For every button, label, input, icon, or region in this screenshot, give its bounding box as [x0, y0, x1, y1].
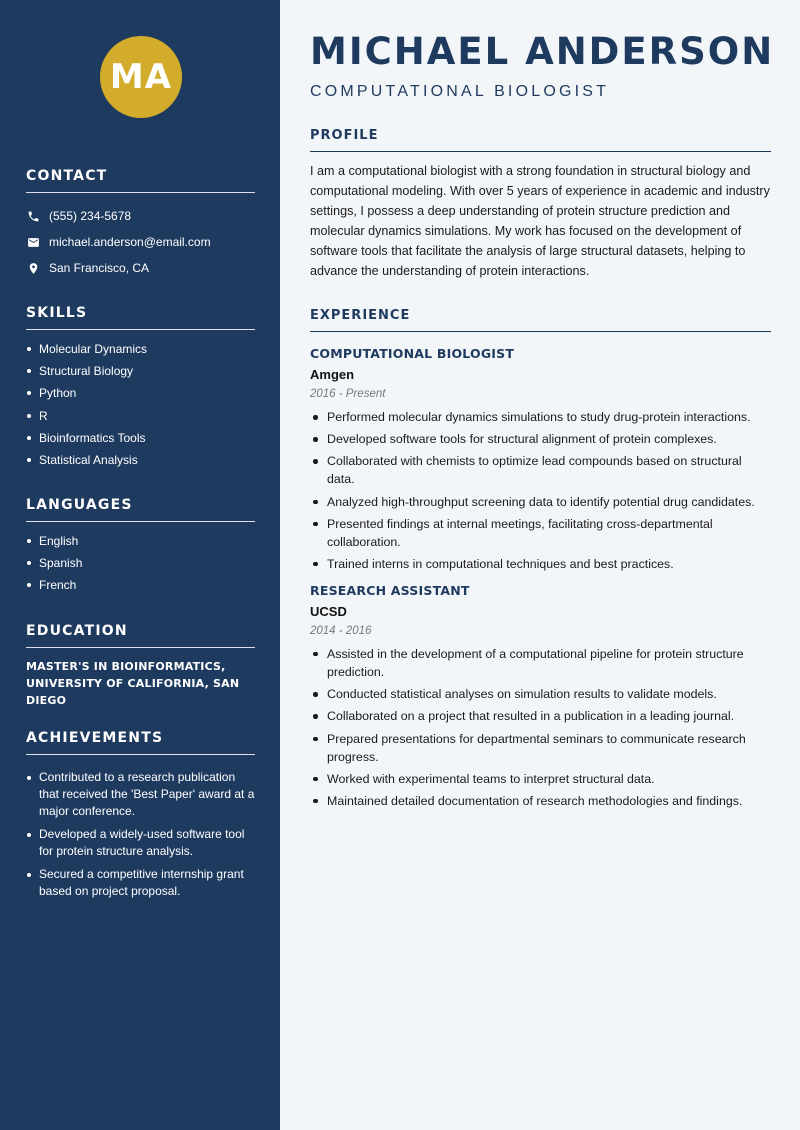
phone-text[interactable]: (555) 234-5678	[49, 209, 132, 223]
education-heading: EDUCATION	[26, 623, 255, 648]
list-item: Python	[26, 384, 255, 406]
contact-location	[26, 255, 255, 281]
job-company: Amgen	[310, 367, 355, 382]
list-item: Secured a competitive internship grant based on project proposal.	[26, 866, 255, 900]
list-item: Molecular Dynamics	[26, 340, 255, 362]
job-dates: 2016 - Present	[310, 388, 386, 400]
list-item: Developed software tools for structural alignment of protein complexes.	[310, 430, 771, 448]
languages-section	[26, 497, 255, 599]
education-school: UNIVERSITY OF CALIFORNIA, SAN DIEGO	[26, 677, 240, 707]
profile-text: I am a computational biologist with a strong foundation in structural biology and computational modeling. With over 5 years of experience in academic and industry settings, I possess a deep understanding of protein structure prediction and molecular dynamics simulations. My work has focused on the development of software tools that facilitate the analysis of large structural datasets, helping to advance the understanding of protein interactions.	[310, 164, 770, 278]
achievements-list	[26, 769, 255, 900]
job-title: RESEARCH ASSISTANT	[310, 582, 470, 598]
profile-section	[310, 128, 771, 281]
list-item: Spanish	[26, 554, 255, 576]
achievements-section	[26, 730, 255, 906]
contact-section	[26, 168, 255, 281]
list-item: Prepared presentations for departmental seminars to communicate research progress.	[310, 730, 771, 766]
job-dates: 2014 - 2016	[310, 624, 372, 637]
contact-heading: CONTACT	[26, 168, 255, 193]
list-item: Assisted in the development of a computational pipeline for protein structure prediction.	[310, 645, 771, 681]
list-item: Conducted statistical analyses on simulation results to validate models.	[310, 685, 771, 703]
experience-heading: EXPERIENCE	[310, 308, 771, 332]
list-item: Bioinformatics Tools	[26, 429, 255, 451]
job-entry	[310, 346, 771, 573]
list-item: Worked with experimental teams to interpret structural data.	[310, 770, 771, 788]
skills-list	[26, 340, 255, 473]
contact-phone	[26, 203, 255, 229]
email-text[interactable]: michael.anderson@email.com	[49, 235, 211, 249]
skills-heading: SKILLS	[26, 305, 255, 330]
candidate-title: COMPUTATIONAL BIOLOGIST	[310, 83, 610, 100]
location-pin-icon	[26, 261, 40, 275]
skills-section	[26, 305, 255, 473]
list-item: English	[26, 532, 255, 554]
list-item: Presented findings at internal meetings, facilitating cross-departmental collaboration.	[310, 515, 771, 551]
list-item: Maintained detailed documentation of research methodologies and findings.	[310, 792, 771, 810]
profile-heading: PROFILE	[310, 128, 771, 152]
list-item: Collaborated with chemists to optimize lead compounds based on structural data.	[310, 452, 771, 488]
experience-section	[310, 308, 771, 814]
list-item: French	[26, 576, 255, 598]
list-item: R	[26, 407, 255, 429]
list-item: Developed a widely-used software tool for protein structure analysis.	[26, 826, 255, 860]
avatar: MA	[100, 36, 182, 118]
list-item: Collaborated on a project that resulted in a publication in a leading journal.	[310, 707, 771, 725]
list-item: Contributed to a research publication that received the 'Best Paper' award at a major conference.	[26, 769, 255, 820]
job-bullets	[310, 408, 771, 573]
list-item: Trained interns in computational techniques and best practices.	[310, 555, 771, 573]
education-section	[26, 623, 255, 709]
candidate-name: MICHAEL ANDERSON	[310, 30, 775, 73]
list-item: Statistical Analysis	[26, 451, 255, 473]
job-title: COMPUTATIONAL BIOLOGIST	[310, 346, 515, 361]
sidebar	[0, 0, 280, 1130]
job-bullets	[310, 645, 771, 810]
languages-list	[26, 532, 255, 599]
list-item: Performed molecular dynamics simulations to study drug-protein interactions.	[310, 408, 771, 426]
location-text: San Francisco, CA	[49, 261, 150, 275]
mail-icon	[26, 235, 40, 249]
job-entry	[310, 583, 771, 810]
achievements-heading: ACHIEVEMENTS	[26, 730, 255, 755]
phone-icon	[26, 209, 40, 223]
list-item: Analyzed high-throughput screening data to identify potential drug candidates.	[310, 493, 771, 511]
contact-email	[26, 229, 255, 255]
job-company: UCSD	[310, 603, 347, 619]
education-degree: MASTER'S IN BIOINFORMATICS,	[26, 660, 226, 673]
languages-heading: LANGUAGES	[26, 497, 255, 522]
list-item: Structural Biology	[26, 362, 255, 384]
